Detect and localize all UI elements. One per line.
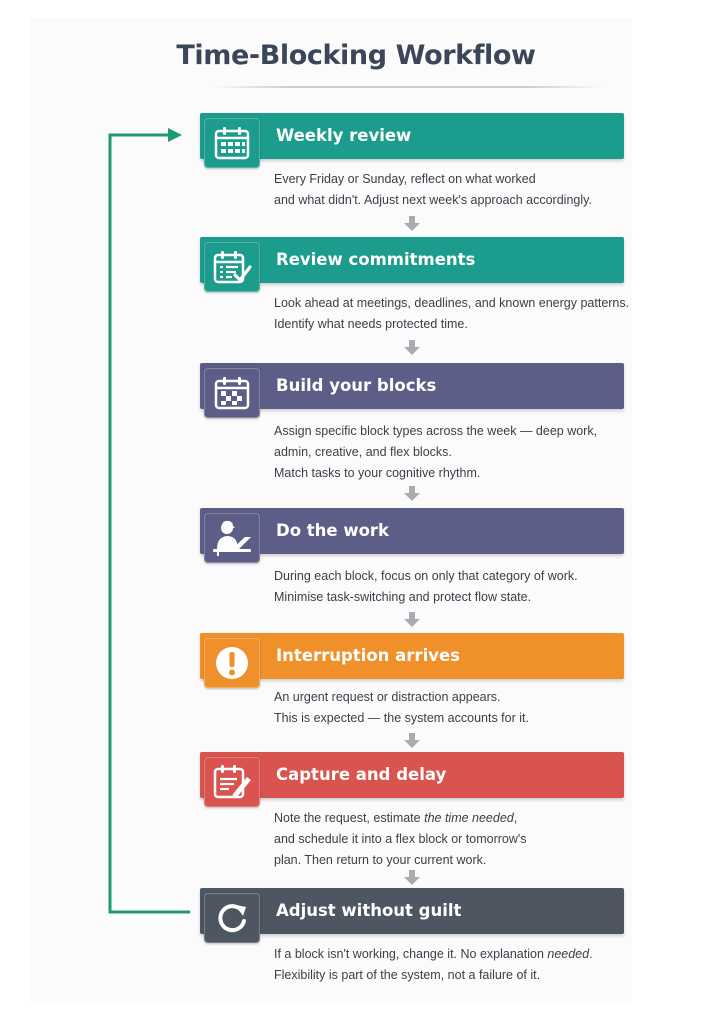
page-title: Time-Blocking Workflow: [176, 40, 536, 71]
step-header: [200, 508, 624, 554]
down-arrow-icon: [404, 733, 420, 749]
step-build-your-blocks: [200, 363, 624, 480]
step-header: [200, 633, 624, 679]
person-at-laptop-icon: [204, 513, 260, 563]
step-adjust-without-guilt: [200, 888, 624, 982]
down-arrow-icon: [404, 340, 420, 356]
notepad-pencil-icon: [204, 757, 260, 807]
description-line: During each block, focus on only that category of work.: [274, 569, 578, 583]
description-line: Every Friday or Sunday, reflect on what worked: [274, 172, 536, 186]
calendar-icon: [204, 118, 260, 168]
down-arrow-icon: [404, 870, 420, 886]
description-line: Match tasks to your cognitive rhythm.: [274, 466, 481, 480]
step-label: Weekly review: [276, 126, 412, 145]
step-description: [274, 566, 634, 608]
down-arrow-icon: [404, 216, 420, 232]
step-description: [274, 944, 644, 986]
step-label: Adjust without guilt: [276, 901, 462, 920]
description-line: and what didn't. Adjust next week's approach accordingly.: [274, 193, 592, 207]
description-line: plan. Then return to your current work.: [274, 853, 487, 867]
description-line: If a block isn't working, change it. No explanation needed.: [274, 947, 593, 961]
step-label: Interruption arrives: [276, 646, 460, 665]
description-line: Identify what needs protected time.: [274, 317, 468, 331]
description-line: Assign specific block types across the week — deep work,: [274, 424, 598, 438]
calendar-checklist-icon: [204, 242, 260, 292]
title-divider: [212, 86, 602, 88]
step-description: [274, 169, 634, 211]
step-description: [274, 293, 644, 335]
step-header: [200, 752, 624, 798]
calendar-grid-icon: [204, 368, 260, 418]
step-do-the-work: [200, 508, 624, 604]
description-line: Look ahead at meetings, deadlines, and known energy patterns.: [274, 296, 630, 310]
down-arrow-icon: [404, 486, 420, 502]
description-line: This is expected — the system accounts for it.: [274, 711, 529, 725]
step-header: [200, 888, 624, 934]
step-label: Capture and delay: [276, 765, 447, 784]
step-header: [200, 363, 624, 409]
title-wrap: [0, 40, 712, 71]
step-header: [200, 237, 624, 283]
step-interruption-arrives: [200, 633, 624, 725]
description-line: Note the request, estimate the time needed,: [274, 811, 518, 825]
step-capture-and-delay: [200, 752, 624, 867]
description-line: Minimise task-switching and protect flow state.: [274, 590, 532, 604]
description-line: Flexibility is part of the system, not a failure of it.: [274, 968, 541, 982]
step-description: [274, 687, 634, 729]
step-header: [200, 113, 624, 159]
description-line: An urgent request or distraction appears.: [274, 690, 501, 704]
step-weekly-review: [200, 113, 624, 207]
step-description: [274, 808, 634, 871]
step-label: Review commitments: [276, 250, 476, 269]
exclamation-icon: [204, 638, 260, 688]
description-line: admin, creative, and flex blocks.: [274, 445, 452, 459]
step-description: [274, 421, 634, 484]
step-label: Do the work: [276, 521, 390, 540]
description-line: and schedule it into a flex block or tomorrow's: [274, 832, 527, 846]
step-review-commitments: [200, 237, 630, 331]
refresh-icon: [204, 893, 260, 943]
step-label: Build your blocks: [276, 376, 437, 395]
down-arrow-icon: [404, 612, 420, 628]
